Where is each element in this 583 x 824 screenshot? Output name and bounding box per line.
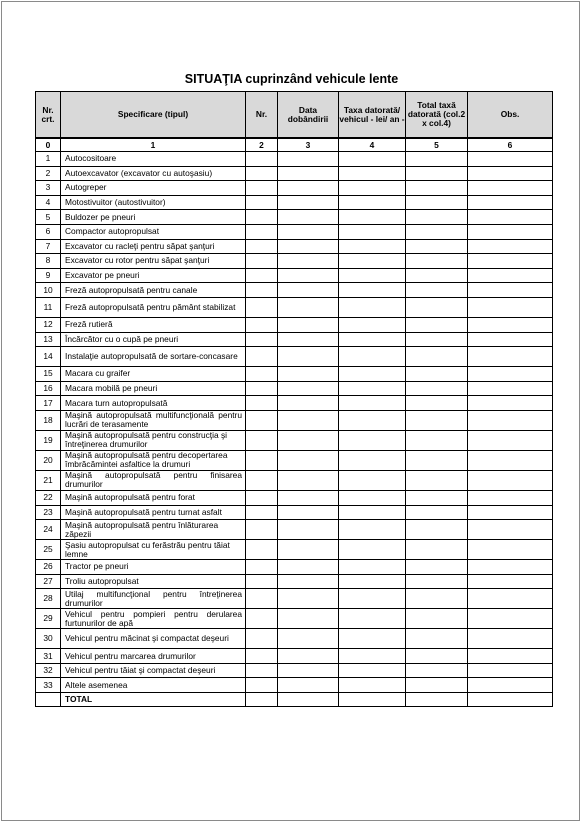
row-number: 19 bbox=[36, 430, 61, 450]
table-row bbox=[36, 195, 553, 210]
total-tax-input-cell[interactable] bbox=[406, 430, 468, 450]
total-date-cell[interactable] bbox=[278, 693, 339, 707]
total-tax-input-cell[interactable] bbox=[406, 152, 468, 167]
tax-input-cell[interactable] bbox=[339, 367, 406, 382]
row-number: 2 bbox=[36, 166, 61, 181]
total-tax-input-cell[interactable] bbox=[406, 505, 468, 520]
obs-input-cell[interactable] bbox=[468, 574, 553, 589]
total-tax-input-cell[interactable] bbox=[406, 317, 468, 332]
nr-input-cell[interactable] bbox=[246, 540, 278, 560]
total-tax-cell[interactable] bbox=[339, 693, 406, 707]
nr-input-cell[interactable] bbox=[246, 381, 278, 396]
total-tax-input-cell[interactable] bbox=[406, 381, 468, 396]
tax-input-cell[interactable] bbox=[339, 663, 406, 678]
row-number: 23 bbox=[36, 505, 61, 520]
total-tax-input-cell[interactable] bbox=[406, 678, 468, 693]
row-number: 15 bbox=[36, 367, 61, 382]
obs-input-cell[interactable] bbox=[468, 224, 553, 239]
tax-input-cell[interactable] bbox=[339, 181, 406, 196]
vehicle-type: Vehicul pentru măcinat şi compactat deşeuri bbox=[61, 629, 246, 649]
table-row bbox=[36, 381, 553, 396]
total-nr-cell[interactable] bbox=[246, 693, 278, 707]
date-input-cell[interactable] bbox=[278, 181, 339, 196]
obs-input-cell[interactable] bbox=[468, 649, 553, 664]
vehicle-type: Utilaj multifuncţional pentru întreţinerea drumurilor bbox=[61, 589, 246, 609]
header-row bbox=[36, 92, 553, 139]
table-row bbox=[36, 224, 553, 239]
vehicle-type: Macara turn autopropulsată bbox=[61, 396, 246, 411]
tax-input-cell[interactable] bbox=[339, 450, 406, 470]
table-row bbox=[36, 505, 553, 520]
header-nr: Nr. bbox=[246, 92, 278, 139]
total-tax-input-cell[interactable] bbox=[406, 560, 468, 575]
column-number-row bbox=[36, 138, 553, 152]
total-tax-input-cell[interactable] bbox=[406, 210, 468, 225]
total-tax-input-cell[interactable] bbox=[406, 166, 468, 181]
tax-input-cell[interactable] bbox=[339, 317, 406, 332]
row-number: 6 bbox=[36, 224, 61, 239]
obs-input-cell[interactable] bbox=[468, 317, 553, 332]
nr-input-cell[interactable] bbox=[246, 505, 278, 520]
date-input-cell[interactable] bbox=[278, 347, 339, 367]
total-tax-input-cell[interactable] bbox=[406, 347, 468, 367]
column-number: 2 bbox=[246, 138, 278, 152]
row-number: 24 bbox=[36, 520, 61, 540]
date-input-cell[interactable] bbox=[278, 663, 339, 678]
nr-input-cell[interactable] bbox=[246, 181, 278, 196]
obs-input-cell[interactable] bbox=[468, 470, 553, 490]
obs-input-cell[interactable] bbox=[468, 381, 553, 396]
tax-input-cell[interactable] bbox=[339, 470, 406, 490]
obs-input-cell[interactable] bbox=[468, 540, 553, 560]
column-number: 4 bbox=[339, 138, 406, 152]
table-row bbox=[36, 430, 553, 450]
nr-input-cell[interactable] bbox=[246, 317, 278, 332]
date-input-cell[interactable] bbox=[278, 152, 339, 167]
row-number: 12 bbox=[36, 317, 61, 332]
table-row bbox=[36, 490, 553, 505]
obs-input-cell[interactable] bbox=[468, 166, 553, 181]
table-row bbox=[36, 332, 553, 347]
obs-input-cell[interactable] bbox=[468, 152, 553, 167]
nr-input-cell[interactable] bbox=[246, 224, 278, 239]
nr-input-cell[interactable] bbox=[246, 663, 278, 678]
vehicle-type: Macara cu graifer bbox=[61, 367, 246, 382]
nr-input-cell[interactable] bbox=[246, 297, 278, 317]
vehicle-type: Excavator pe pneuri bbox=[61, 268, 246, 283]
nr-input-cell[interactable] bbox=[246, 609, 278, 629]
obs-input-cell[interactable] bbox=[468, 450, 553, 470]
row-number: 11 bbox=[36, 297, 61, 317]
table-row bbox=[36, 210, 553, 225]
header-specificare: Specificare (tipul) bbox=[61, 92, 246, 139]
total-row bbox=[36, 693, 553, 707]
table-row bbox=[36, 347, 553, 367]
table-row bbox=[36, 166, 553, 181]
vehicle-type: Tractor pe pneuri bbox=[61, 560, 246, 575]
tax-input-cell[interactable] bbox=[339, 609, 406, 629]
tax-input-cell[interactable] bbox=[339, 430, 406, 450]
date-input-cell[interactable] bbox=[278, 381, 339, 396]
tax-input-cell[interactable] bbox=[339, 629, 406, 649]
vehicle-type: Motostivuitor (autostivuitor) bbox=[61, 195, 246, 210]
date-input-cell[interactable] bbox=[278, 239, 339, 254]
row-number: 29 bbox=[36, 609, 61, 629]
obs-input-cell[interactable] bbox=[468, 195, 553, 210]
date-input-cell[interactable] bbox=[278, 574, 339, 589]
date-input-cell[interactable] bbox=[278, 678, 339, 693]
vehicle-type: Freză autopropulsată pentru canale bbox=[61, 283, 246, 298]
tax-input-cell[interactable] bbox=[339, 574, 406, 589]
table-row bbox=[36, 574, 553, 589]
tax-input-cell[interactable] bbox=[339, 268, 406, 283]
tax-input-cell[interactable] bbox=[339, 678, 406, 693]
tax-input-cell[interactable] bbox=[339, 649, 406, 664]
total-tax-input-cell[interactable] bbox=[406, 470, 468, 490]
date-input-cell[interactable] bbox=[278, 283, 339, 298]
tax-input-cell[interactable] bbox=[339, 589, 406, 609]
column-number: 5 bbox=[406, 138, 468, 152]
vehicle-type: Şasiu autopropulsat cu ferăstrău pentru tăiat lemne bbox=[61, 540, 246, 560]
vehicle-type: Maşină autopropulsată pentru decopertarea îmbrăcămintei asfaltice la drumuri bbox=[61, 450, 246, 470]
nr-input-cell[interactable] bbox=[246, 450, 278, 470]
row-number: 10 bbox=[36, 283, 61, 298]
row-number: 30 bbox=[36, 629, 61, 649]
total-tax-input-cell[interactable] bbox=[406, 589, 468, 609]
total-tax-input-cell[interactable] bbox=[406, 629, 468, 649]
obs-input-cell[interactable] bbox=[468, 254, 553, 269]
vehicle-type: Autocositoare bbox=[61, 152, 246, 167]
total-tax-sum-cell[interactable] bbox=[406, 693, 468, 707]
nr-input-cell[interactable] bbox=[246, 367, 278, 382]
vehicle-type: Încărcător cu o cupă pe pneuri bbox=[61, 332, 246, 347]
total-tax-input-cell[interactable] bbox=[406, 181, 468, 196]
total-number-cell bbox=[36, 693, 61, 707]
header-obs: Obs. bbox=[468, 92, 553, 139]
obs-input-cell[interactable] bbox=[468, 332, 553, 347]
vehicle-type: Maşină autopropulsată multifuncţională pentru lucrări de terasamente bbox=[61, 410, 246, 430]
table-row bbox=[36, 268, 553, 283]
obs-input-cell[interactable] bbox=[468, 629, 553, 649]
nr-input-cell[interactable] bbox=[246, 254, 278, 269]
tax-input-cell[interactable] bbox=[339, 381, 406, 396]
total-tax-input-cell[interactable] bbox=[406, 450, 468, 470]
tax-input-cell[interactable] bbox=[339, 332, 406, 347]
row-number: 17 bbox=[36, 396, 61, 411]
tax-input-cell[interactable] bbox=[339, 410, 406, 430]
nr-input-cell[interactable] bbox=[246, 396, 278, 411]
vehicle-type: Maşină autopropulsată pentru forat bbox=[61, 490, 246, 505]
tax-input-cell[interactable] bbox=[339, 239, 406, 254]
total-tax-input-cell[interactable] bbox=[406, 410, 468, 430]
date-input-cell[interactable] bbox=[278, 560, 339, 575]
tax-input-cell[interactable] bbox=[339, 297, 406, 317]
date-input-cell[interactable] bbox=[278, 254, 339, 269]
obs-input-cell[interactable] bbox=[468, 210, 553, 225]
nr-input-cell[interactable] bbox=[246, 239, 278, 254]
row-number: 18 bbox=[36, 410, 61, 430]
obs-input-cell[interactable] bbox=[468, 181, 553, 196]
nr-input-cell[interactable] bbox=[246, 560, 278, 575]
table-row bbox=[36, 317, 553, 332]
table-row bbox=[36, 540, 553, 560]
tax-input-cell[interactable] bbox=[339, 520, 406, 540]
table-row bbox=[36, 470, 553, 490]
nr-input-cell[interactable] bbox=[246, 332, 278, 347]
table-row bbox=[36, 152, 553, 167]
table-row bbox=[36, 396, 553, 411]
row-number: 28 bbox=[36, 589, 61, 609]
date-input-cell[interactable] bbox=[278, 589, 339, 609]
total-tax-input-cell[interactable] bbox=[406, 268, 468, 283]
nr-input-cell[interactable] bbox=[246, 268, 278, 283]
date-input-cell[interactable] bbox=[278, 540, 339, 560]
table-row bbox=[36, 629, 553, 649]
date-input-cell[interactable] bbox=[278, 609, 339, 629]
table-row bbox=[36, 283, 553, 298]
column-number: 1 bbox=[61, 138, 246, 152]
obs-input-cell[interactable] bbox=[468, 347, 553, 367]
vehicle-type: Vehicul pentru tăiat şi compactat deşeuri bbox=[61, 663, 246, 678]
vehicle-type: Autoexcavator (excavator cu autoşasiu) bbox=[61, 166, 246, 181]
obs-input-cell[interactable] bbox=[468, 297, 553, 317]
date-input-cell[interactable] bbox=[278, 317, 339, 332]
row-number: 14 bbox=[36, 347, 61, 367]
tax-input-cell[interactable] bbox=[339, 396, 406, 411]
vehicle-type: Freză rutieră bbox=[61, 317, 246, 332]
nr-input-cell[interactable] bbox=[246, 649, 278, 664]
total-tax-input-cell[interactable] bbox=[406, 332, 468, 347]
date-input-cell[interactable] bbox=[278, 430, 339, 450]
table-row bbox=[36, 239, 553, 254]
obs-input-cell[interactable] bbox=[468, 678, 553, 693]
tax-input-cell[interactable] bbox=[339, 224, 406, 239]
tax-input-cell[interactable] bbox=[339, 540, 406, 560]
total-tax-input-cell[interactable] bbox=[406, 297, 468, 317]
total-tax-input-cell[interactable] bbox=[406, 283, 468, 298]
obs-input-cell[interactable] bbox=[468, 367, 553, 382]
vehicle-type: Excavator cu racleţi pentru săpat şanţuri bbox=[61, 239, 246, 254]
table-row bbox=[36, 589, 553, 609]
vehicle-type: Instalaţie autopropulsată de sortare-concasare bbox=[61, 347, 246, 367]
table-row bbox=[36, 254, 553, 269]
date-input-cell[interactable] bbox=[278, 505, 339, 520]
date-input-cell[interactable] bbox=[278, 332, 339, 347]
vehicle-type: Maşină autopropulsată pentru turnat asfalt bbox=[61, 505, 246, 520]
nr-input-cell[interactable] bbox=[246, 410, 278, 430]
row-number: 13 bbox=[36, 332, 61, 347]
vehicle-type: Maşină autopropulsată pentru finisarea drumurilor bbox=[61, 470, 246, 490]
vehicle-type: Altele asemenea bbox=[61, 678, 246, 693]
row-number: 4 bbox=[36, 195, 61, 210]
table-row bbox=[36, 450, 553, 470]
vehicle-type: Maşină autopropulsată pentru construcţia şi întreţinerea drumurilor bbox=[61, 430, 246, 450]
column-number: 0 bbox=[36, 138, 61, 152]
row-number: 7 bbox=[36, 239, 61, 254]
page-title: SITUAŢIA cuprinzând vehicule lente bbox=[184, 72, 399, 86]
nr-input-cell[interactable] bbox=[246, 470, 278, 490]
obs-input-cell[interactable] bbox=[468, 430, 553, 450]
vehicle-type: Excavator cu rotor pentru săpat şanţuri bbox=[61, 254, 246, 269]
tax-input-cell[interactable] bbox=[339, 195, 406, 210]
vehicle-type: Buldozer pe pneuri bbox=[61, 210, 246, 225]
nr-input-cell[interactable] bbox=[246, 210, 278, 225]
table-row bbox=[36, 520, 553, 540]
row-number: 9 bbox=[36, 268, 61, 283]
obs-input-cell[interactable] bbox=[468, 609, 553, 629]
date-input-cell[interactable] bbox=[278, 520, 339, 540]
nr-input-cell[interactable] bbox=[246, 166, 278, 181]
total-tax-input-cell[interactable] bbox=[406, 609, 468, 629]
header-data-dobandirii: Data dobândirii bbox=[278, 92, 339, 139]
row-number: 20 bbox=[36, 450, 61, 470]
row-number: 27 bbox=[36, 574, 61, 589]
table-row bbox=[36, 181, 553, 196]
date-input-cell[interactable] bbox=[278, 410, 339, 430]
obs-input-cell[interactable] bbox=[468, 268, 553, 283]
vehicle-type: Macara mobilă pe pneuri bbox=[61, 381, 246, 396]
tax-input-cell[interactable] bbox=[339, 505, 406, 520]
header-total-taxa: Total taxă datorată (col.2 x col.4) bbox=[406, 92, 468, 139]
date-input-cell[interactable] bbox=[278, 195, 339, 210]
tax-input-cell[interactable] bbox=[339, 560, 406, 575]
total-tax-input-cell[interactable] bbox=[406, 574, 468, 589]
row-number: 1 bbox=[36, 152, 61, 167]
total-label: TOTAL bbox=[61, 693, 246, 707]
vehicle-type: Vehicul pentru pompieri pentru derularea furtunurilor de apă bbox=[61, 609, 246, 629]
table-row bbox=[36, 367, 553, 382]
total-tax-input-cell[interactable] bbox=[406, 649, 468, 664]
row-number: 32 bbox=[36, 663, 61, 678]
obs-input-cell[interactable] bbox=[468, 589, 553, 609]
table-row bbox=[36, 297, 553, 317]
tax-input-cell[interactable] bbox=[339, 283, 406, 298]
obs-input-cell[interactable] bbox=[468, 396, 553, 411]
row-number: 25 bbox=[36, 540, 61, 560]
date-input-cell[interactable] bbox=[278, 268, 339, 283]
table-row bbox=[36, 410, 553, 430]
nr-input-cell[interactable] bbox=[246, 490, 278, 505]
column-number: 3 bbox=[278, 138, 339, 152]
table-body bbox=[36, 138, 553, 707]
date-input-cell[interactable] bbox=[278, 396, 339, 411]
total-obs-cell[interactable] bbox=[468, 693, 553, 707]
date-input-cell[interactable] bbox=[278, 450, 339, 470]
date-input-cell[interactable] bbox=[278, 490, 339, 505]
nr-input-cell[interactable] bbox=[246, 574, 278, 589]
tax-input-cell[interactable] bbox=[339, 254, 406, 269]
total-tax-input-cell[interactable] bbox=[406, 540, 468, 560]
row-number: 5 bbox=[36, 210, 61, 225]
nr-input-cell[interactable] bbox=[246, 629, 278, 649]
table-row bbox=[36, 663, 553, 678]
vehicle-type: Vehicul pentru marcarea drumurilor bbox=[61, 649, 246, 664]
obs-input-cell[interactable] bbox=[468, 490, 553, 505]
nr-input-cell[interactable] bbox=[246, 347, 278, 367]
obs-input-cell[interactable] bbox=[468, 283, 553, 298]
tax-input-cell[interactable] bbox=[339, 347, 406, 367]
row-number: 16 bbox=[36, 381, 61, 396]
total-tax-input-cell[interactable] bbox=[406, 224, 468, 239]
tax-input-cell[interactable] bbox=[339, 152, 406, 167]
total-tax-input-cell[interactable] bbox=[406, 490, 468, 505]
row-number: 22 bbox=[36, 490, 61, 505]
date-input-cell[interactable] bbox=[278, 297, 339, 317]
table-row bbox=[36, 649, 553, 664]
date-input-cell[interactable] bbox=[278, 629, 339, 649]
date-input-cell[interactable] bbox=[278, 367, 339, 382]
nr-input-cell[interactable] bbox=[246, 430, 278, 450]
vehicle-type: Freză autopropulsată pentru pământ stabilizat bbox=[61, 297, 246, 317]
tax-input-cell[interactable] bbox=[339, 166, 406, 181]
total-tax-input-cell[interactable] bbox=[406, 254, 468, 269]
total-tax-input-cell[interactable] bbox=[406, 396, 468, 411]
date-input-cell[interactable] bbox=[278, 166, 339, 181]
column-number: 6 bbox=[468, 138, 553, 152]
table-row bbox=[36, 678, 553, 693]
total-tax-input-cell[interactable] bbox=[406, 239, 468, 254]
obs-input-cell[interactable] bbox=[468, 239, 553, 254]
date-input-cell[interactable] bbox=[278, 210, 339, 225]
total-tax-input-cell[interactable] bbox=[406, 520, 468, 540]
total-tax-input-cell[interactable] bbox=[406, 367, 468, 382]
vehicle-type: Maşină autopropulsată pentru înlăturarea zăpezii bbox=[61, 520, 246, 540]
date-input-cell[interactable] bbox=[278, 224, 339, 239]
vehicles-table bbox=[35, 91, 553, 707]
vehicle-type: Troliu autopropulsat bbox=[61, 574, 246, 589]
obs-input-cell[interactable] bbox=[468, 560, 553, 575]
header-taxa: Taxa datorată/ vehicul - lei/ an - bbox=[339, 92, 406, 139]
table-row bbox=[36, 609, 553, 629]
nr-input-cell[interactable] bbox=[246, 195, 278, 210]
nr-input-cell[interactable] bbox=[246, 678, 278, 693]
date-input-cell[interactable] bbox=[278, 649, 339, 664]
row-number: 3 bbox=[36, 181, 61, 196]
date-input-cell[interactable] bbox=[278, 470, 339, 490]
tax-input-cell[interactable] bbox=[339, 490, 406, 505]
nr-input-cell[interactable] bbox=[246, 283, 278, 298]
tax-input-cell[interactable] bbox=[339, 210, 406, 225]
table-row bbox=[36, 560, 553, 575]
obs-input-cell[interactable] bbox=[468, 410, 553, 430]
obs-input-cell[interactable] bbox=[468, 663, 553, 678]
header-nr-crt: Nr. crt. bbox=[36, 92, 61, 139]
vehicle-type: Compactor autopropulsat bbox=[61, 224, 246, 239]
row-number: 21 bbox=[36, 470, 61, 490]
total-tax-input-cell[interactable] bbox=[406, 195, 468, 210]
nr-input-cell[interactable] bbox=[246, 589, 278, 609]
row-number: 26 bbox=[36, 560, 61, 575]
obs-input-cell[interactable] bbox=[468, 505, 553, 520]
total-tax-input-cell[interactable] bbox=[406, 663, 468, 678]
nr-input-cell[interactable] bbox=[246, 152, 278, 167]
nr-input-cell[interactable] bbox=[246, 520, 278, 540]
obs-input-cell[interactable] bbox=[468, 520, 553, 540]
row-number: 33 bbox=[36, 678, 61, 693]
vehicle-type: Autogreper bbox=[61, 181, 246, 196]
row-number: 31 bbox=[36, 649, 61, 664]
row-number: 8 bbox=[36, 254, 61, 269]
